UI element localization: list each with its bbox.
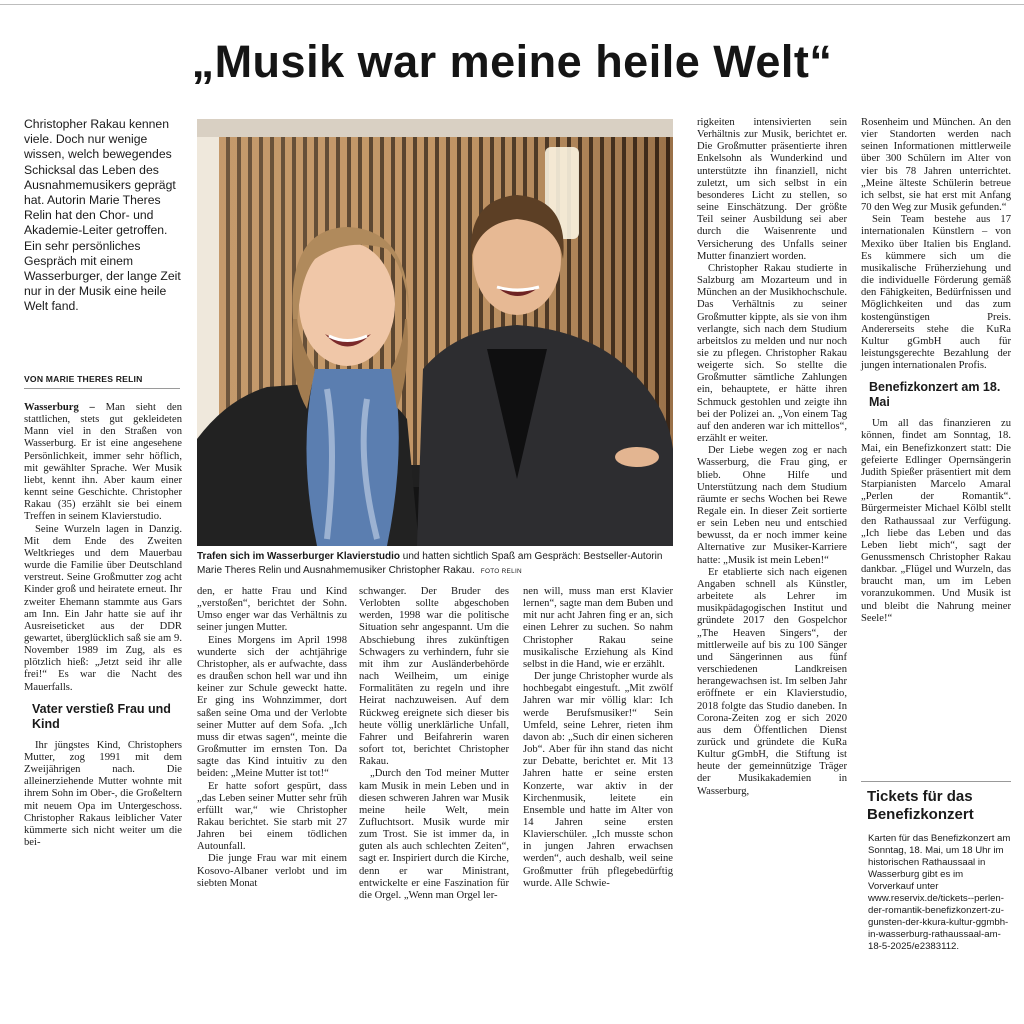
article-photo (197, 119, 673, 546)
body-paragraph: nen will, muss man erst Klavier lernen“, sagte man dem Buben und mit nur acht Jahren fing er an, sich einen Lehrer zu suchen. So nahm Christopher Rakau seine musikalische Erziehung als Kind selbst in die Hand, wie er erzählt. (523, 586, 673, 670)
ticket-info-box (861, 781, 1011, 953)
body-paragraph: rigkeiten intensivierten sein Verhältnis zur Musik, berichtet er. Die Großmutter präsentierte ihren Enkelsohn als Wunderkind und unterstützte ihn finanziell, nicht zuletzt, um sich selbst in ein besonderes Licht zu stellen, so seine Einschätzung. Der größte Teil seiner Ausbildung sei aber durch die Waisenrente und Versicherung des Unfalls seiner Mutter finanziert worden. (697, 117, 847, 262)
photo-credit: FOTO RELIN (480, 567, 522, 575)
info-box-text: Karten für das Benefizkonzert am Sonntag, 18. Mai, um 18 Uhr im historischen Rathaussaal in Wasserburg gibt es im Vorverkauf unter www.reservix.de/tickets--perlen-der-romantik-benefizkonzert-zu-gunsten-der-kkura-kultur-ggmbh-in-wasserburg-rathaussaal-am-18-5-2025/e2383112. (868, 833, 1011, 952)
body-paragraph: Rosenheim und München. An den vier Standorten werden nach seinen Informationen mittlerweile über 300 Schülern im Alter von vier bis 78 Jahren unterrichtet. „Meine älteste Schülerin betreue ich selbst, sie hat erst mit Anfang 70 den Weg zur Musik gefunden.“ (861, 117, 1011, 214)
column-5 (697, 117, 847, 798)
caption-text: und hatten sichtlich Spaß am Gespräch: Bestseller-Autorin Marie Theres Relin und Ausnahmemusiker Christopher Rakau. (197, 551, 663, 576)
body-paragraph: Der junge Christopher wurde als hochbegabt eingestuft. „Mit zwölf Jahren war mir völlig klar: Ich werde Berufsmusiker!“ Sein Umfeld, seine Lehrer, rieten ihm davon ab: „Such dir einen sicheren Job“. Aber für ihn stand das nicht zur Debatte, berichtet er. Mit 13 Jahren hatte er seine ersten Konzerte, war aktiv in der Kirchenmusik, leitete ein Ensemble und hatte im Alter von 14 Jahren seine ersten Klavierschüler. „Ich musste schon in jungen Jahren erwachsen werden“, auch deshalb, weil seine Großmutter früh pflegebedürftig wurde. Alle Schwie- (523, 671, 673, 889)
body-paragraph: den, er hatte Frau und Kind „verstoßen“, berichtet der Sohn. Umso enger war das Verhältnis zu seiner jungen Mutter. (197, 586, 347, 634)
subheading: Vater verstieß Frau und Kind (32, 701, 171, 731)
subheading: Benefizkonzert am 18. Mai (869, 380, 1001, 410)
paragraph-text: Man sieht den stattlichen, stets gut gekleideten Mann viel in den Straßen von Wasserburg. Er ist eine angesehene Persönlichkeit, immer sehr höflich, mit gewählter Sprache. Wer Musik liebt, kennt ihn. Aber kaum einer kennt seine Geschichte. Christopher Rakau (35) erzählt sie bei einem Treffen in seinem Klavierstudio. (24, 402, 182, 523)
photo-caption (197, 550, 673, 578)
body-paragraph: Er hatte sofort gespürt, dass „das Leben seiner Mutter sehr früh erfüllt war,“ wie Christopher Rakau berichtet. Sie starb mit 27 Jahren bei einem tödlichen Autounfall. (197, 780, 347, 853)
top-rule (0, 4, 1024, 5)
body-paragraph: Ihr jüngstes Kind, Christophers Mutter, zog 1991 mit dem Zweijährigen nach. Die alleinerziehende Mutter wohnte mit ihrem Sohn im Ober-, die Großeltern mit neuem Opa im Untergeschoss. Christopher Rakaus leiblicher Vater kümmerte sich nicht weiter um die bei- (24, 739, 182, 848)
author-byline: VON MARIE THERES RELIN (24, 374, 180, 389)
body-paragraph: „Durch den Tod meiner Mutter kam Musik in mein Leben und in diesen schweren Jahren war Musik meine heile Welt, mein Zufluchtsort. Musik wurde mir zum Trost. Sie ist immer da, in guten als auch schlechten Zeiten“, sagt er. Inspiriert durch die Kirche, denn er war Ministrant, entwickelte er eine Faszination für die Orgel. „Wenn man Orgel ler- (359, 768, 509, 901)
info-box-title: Tickets für das Benefizkonzert (867, 788, 974, 823)
body-paragraph: Die junge Frau war mit einem Kosovo-Albaner verlobt und im siebten Monat (197, 853, 347, 889)
body-paragraph: Sein Team bestehe aus 17 internationalen Künstlern – von Mexiko über Italien bis England. Es kümmere sich um die musikalische Früherziehung und die individuelle Förderung gemäß den Fähigkeiten, Bedürfnissen und Möglichkeiten und das zum kostengünstigen Preis. Andererseits stehe die KuRa Kultur gGmbH auch für leistungsgerechte Bezahlung der jungen internationalen Profis. (861, 214, 1011, 372)
article-headline: „Musik war meine heile Welt“ (191, 36, 833, 87)
body-paragraph: Eines Morgens im April 1998 wunderte sich der achtjährige Christopher, als er aufwachte, dass es draußen schon hell war und ihn keiner zur Schule geweckt hatte. Er ging ins Wohnzimmer, dort saßen seine Oma und der Verlobte seiner Mutter auf dem Sofa. „Ich muss dir etwas sagen“, meinte die Großmutter im ernsten Ton. Da sagte das Kind intuitiv zu den beiden: „Meine Mutter ist tot!“ (197, 634, 347, 780)
body-paragraph: Um all das finanzieren zu können, findet am Sonntag, 18. Mai, ein Benefizkonzert statt: Die gefeierte Edlinger Opernsängerin Judith Spießer präsentiert mit dem Starpianisten Marcelo Amaral „Perlen der Romantik“. Bürgermeister Michael Kölbl stellt den Rathaussaal zur Verfügung. „Ich liebe das Leben und das Leben liebt mich“, sagt der Genussmensch Christopher Rakau dankbar. „Flügel und Wurzeln, das braucht man, um im Leben voranzukommen. Und Musik ist und bleibt die Nahrung meiner Seele!“ (861, 418, 1011, 624)
column-6 (861, 117, 1011, 625)
body-paragraph (24, 402, 182, 524)
column-3 (359, 586, 509, 902)
caption-lead: Trafen sich im Wasserburger Klavierstudio (197, 551, 401, 562)
body-paragraph: Er etablierte sich nach eigenen Angaben schnell als Künstler, arbeitete als Lehrer im musikpädagogischen Institut und gründete 2017 den Gospelchor „The Heaven Singers“, der mittlerweile auf bis zu 100 Sänger und Sängerinnen aus fünf verschiedenen Landkreisen herangewachsen ist. Im selben Jahr eröffnete er ein Klavierstudio, 2018 folgte das Studio daneben. In Corona-Zeiten zog er sich 2020 aus dem Öffentlichen Dienst zurück und gründete die KuRa Kultur gGmbH, die Stiftung ist heute der gemeinnützige Träger der Musikakademien in Wasserburg, (697, 566, 847, 797)
column-2 (197, 586, 347, 890)
column-1 (24, 402, 182, 849)
column-4 (523, 586, 673, 890)
body-paragraph: Christopher Rakau studierte in Salzburg am Mozarteum und in München an der Musikhochschule. Das Verhältnis zu seiner Großmutter kippte, als sie von ihm verlangte, sich nach dem Studium arbeitslos zu melden und nur noch sie zu pflegen. Christopher Rakau weigerte sich. So stellte die Großmutter sämtliche Zahlungen ein, behauptete, er hätte ihren Schmuck gestohlen und zeigte ihn bei der Polizei an. „Von einem Tag auf den anderen war ich mittellos“, erzählt er weiter. (697, 262, 847, 445)
dateline: Wasserburg – (24, 402, 95, 413)
lead-paragraph: Christopher Rakau kennen viele. Doch nur wenige wissen, welch bewegendes Schicksal das Leben des Ausnahmemusikers geprägt hat. Autorin Marie Theres Relin hat den Chor- und Akademie-Leiter getroffen. Ein sehr persönliches Gespräch mit einem Wasserburger, der lange Zeit nur in der Musik eine heile Welt fand. (24, 117, 181, 314)
body-paragraph: schwanger. Der Bruder des Verlobten sollte abgeschoben werden, 1998 war die politische Situation sehr angespannt. Um die Abschiebung ihres zukünftigen Schwagers zu verhindern, fuhr sie mit ihm zur Ausländerbehörde nach Weilheim, um einige Formalitäten zu regeln und ihre Heirat nachzuweisen. Auf dem Rückweg ereignete sich dieser bis heute völlig unerklärliche Unfall, Fahrer und Beifahrerin waren sofort tot, berichtet Christopher Rakau. (359, 586, 509, 768)
body-paragraph: Seine Wurzeln lagen in Danzig. Mit dem Ende des Zweiten Weltkrieges und dem Mauerbau wurde die Familie über Deutschland verstreut. Seine Großmutter zog acht Kinder groß und heiratete erneut. Ihr zweiter Ehemann stammte aus Gars am Inn. Ein Jahr hatte sie auf ihr Ausreiseticket aus der DDR gewartet, überglücklich saß sie am 9. November 1989 im Zug, als es plötzlich hieß: „Jetzt seid ihr alle frei!“ Es war die Nacht des Mauerfalls. (24, 523, 182, 693)
body-paragraph: Der Liebe wegen zog er nach Wasserburg, die Frau ging, er blieb. Ohne Hilfe und Unterstützung nach dem Studium räumte er sechs Wochen bei Rewe Regale ein. In dieser Zeit sortierte er sein Leben neu und entschied bewusst, da er noch immer keine Alternative zur Musiker-Karriere hatte: „Musik ist mein Leben!“ (697, 445, 847, 566)
